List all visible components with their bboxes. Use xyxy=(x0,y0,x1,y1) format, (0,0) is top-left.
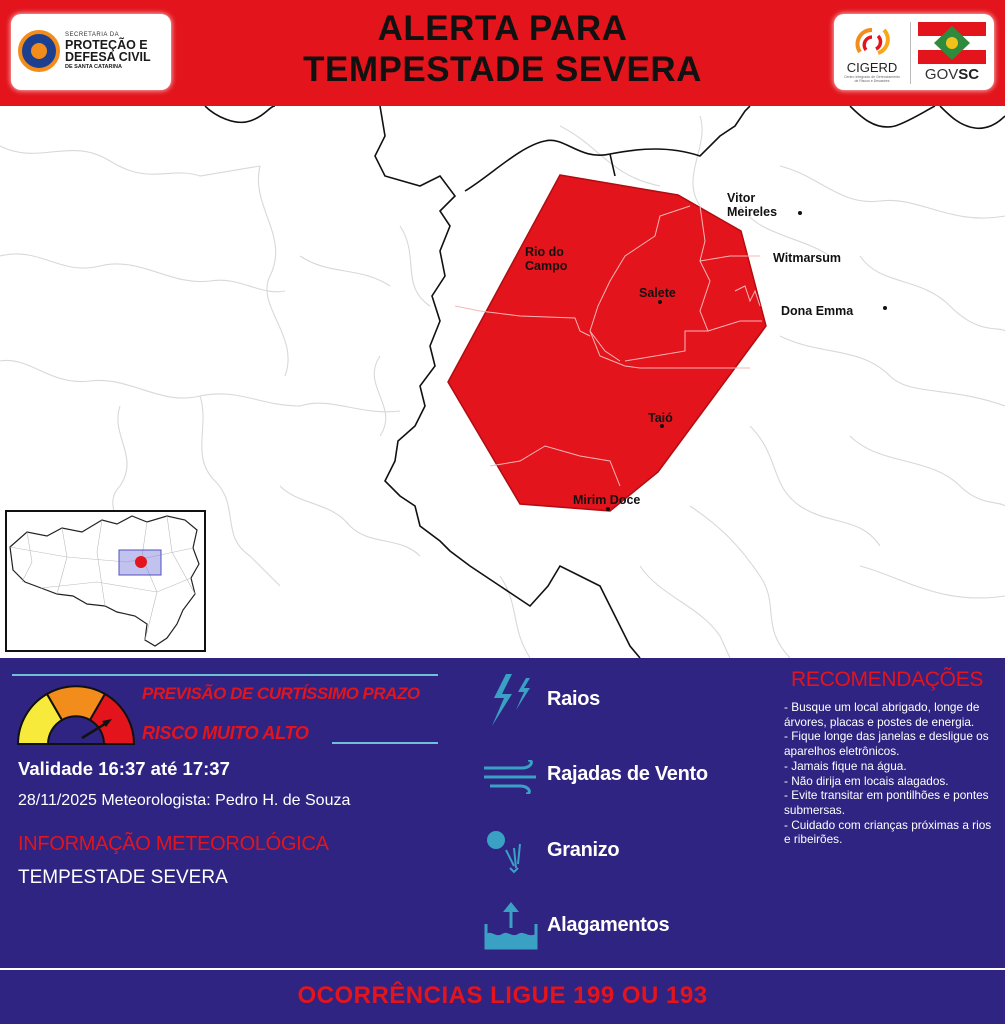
hazard-label-rajadas: Rajadas de Vento xyxy=(547,763,708,785)
recommendation-item: - Jamais fique na água. xyxy=(784,758,907,773)
defesa-civil-emblem-icon xyxy=(18,30,60,72)
santa-catarina-flag-icon xyxy=(918,22,986,64)
meteorological-info-value: TEMPESTADE SEVERA xyxy=(18,867,228,888)
meteorological-info-title: INFORMAÇÃO METEOROLÓGICA xyxy=(18,833,329,855)
govsc-wordmark: GOVSC xyxy=(924,66,980,83)
city-label-mirim-doce: Mirim Doce xyxy=(573,493,641,507)
city-label-taio: Taió xyxy=(648,411,673,425)
risk-underline xyxy=(332,742,438,744)
hail-icon xyxy=(484,828,528,874)
date-meteorologist: 28/11/2025 Meteorologista: Pedro H. de Souza xyxy=(18,792,351,809)
wind-icon xyxy=(482,760,540,794)
city-label-witmarsum: Witmarsum xyxy=(773,251,841,265)
alert-title-line1: ALERTA PARA xyxy=(377,9,628,48)
city-label-dona-emma: Dona Emma xyxy=(781,304,854,318)
alert-title xyxy=(200,8,805,90)
risk-level-label: RISCO MUITO ALTO xyxy=(142,723,309,743)
risk-gauge-icon xyxy=(16,682,136,746)
alert-map xyxy=(0,106,1005,658)
recommendation-item: - Cuidado com crianças próximas a rios e ribeirões. xyxy=(784,817,992,847)
recommendation-item: - Evite transitar em pontilhões e pontes submersas. xyxy=(784,788,989,817)
city-label-vitor-meireles: Vitor Meireles xyxy=(727,191,778,219)
recommendation-item: - Fique longe das janelas e desligue os aparelhos eletrônicos. xyxy=(784,729,989,759)
forecast-type-label: PREVISÃO DE CURTÍSSIMO PRAZO xyxy=(142,684,420,703)
hazard-label-granizo: Granizo xyxy=(547,839,620,861)
logo-divider xyxy=(910,22,911,84)
emergency-phone-footer: OCORRÊNCIAS LIGUE 199 OU 193 xyxy=(297,982,708,1009)
panel-top-line xyxy=(12,674,438,676)
defesa-civil-logo: SECRETARIA DA PROTEÇÃO E DEFESA CIVIL DE SANTA CATARINA xyxy=(11,14,171,90)
hazard-label-raios: Raios xyxy=(547,688,600,710)
cigerd-govsc-logo: CIGERD Centro Integrado de Gerenciamento de Riscos e Desastres GOVSC xyxy=(834,14,994,90)
recommendations-list xyxy=(784,700,992,847)
info-panel xyxy=(0,658,1005,1024)
cigerd-signal-icon xyxy=(852,22,892,60)
footer-divider xyxy=(0,968,1005,970)
lightning-icon xyxy=(486,672,534,728)
hazard-label-alagamentos: Alagamentos xyxy=(547,914,670,936)
recommendation-item: - Não dirija em locais alagados. xyxy=(784,773,949,788)
state-locator-inset xyxy=(5,510,206,652)
alert-title-line2: TEMPESTADE SEVERA xyxy=(303,50,702,89)
validity-period: Validade 16:37 até 17:37 xyxy=(18,758,230,779)
city-label-rio-do-campo: Rio do Campo xyxy=(525,245,568,273)
city-label-salete: Salete xyxy=(639,286,676,300)
alert-polygon xyxy=(448,175,766,511)
santa-catarina-outline xyxy=(7,512,204,650)
flood-icon xyxy=(484,902,538,950)
recommendation-item: - Busque um local abrigado, longe de árvores, placas e postes de energia. xyxy=(784,700,980,729)
alert-header xyxy=(0,0,1005,106)
recommendations-title: RECOMENDAÇÕES xyxy=(791,668,984,691)
